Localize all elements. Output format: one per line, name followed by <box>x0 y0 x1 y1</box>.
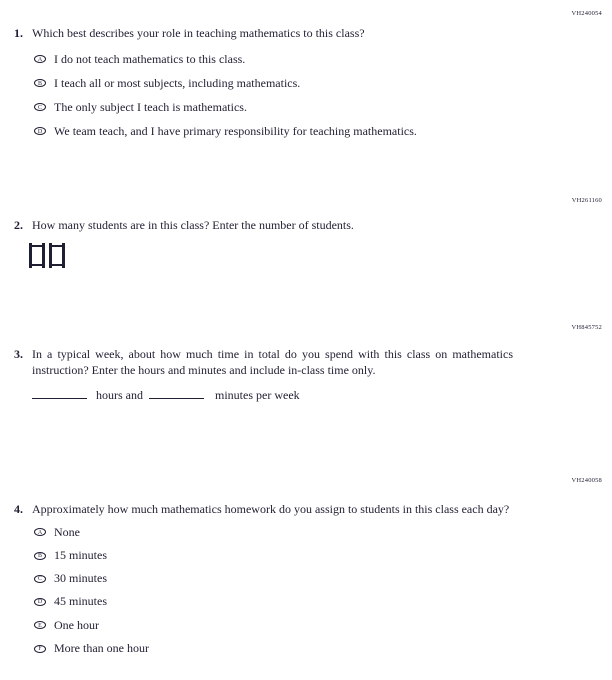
option-row[interactable] <box>34 100 600 116</box>
option-row[interactable] <box>34 124 600 140</box>
option-letter: C <box>37 104 42 111</box>
option-row[interactable] <box>34 571 600 587</box>
question-1-options <box>34 52 600 140</box>
question-text: Approximately how much mathematics homework do you assign to students in this class each day? <box>32 502 510 516</box>
option-letter: A <box>37 529 43 536</box>
option-row[interactable] <box>34 76 600 92</box>
option-letter: C <box>37 576 42 583</box>
option-letter: D <box>37 128 43 135</box>
hours-blank[interactable] <box>32 386 87 399</box>
student-count-entry <box>32 245 600 266</box>
option-label: I teach all or most subjects, including mathematics. <box>54 75 301 90</box>
question-2-head <box>14 218 600 234</box>
question-3-code: VH845752 <box>571 324 602 331</box>
digit-entry-box[interactable] <box>32 245 42 266</box>
answer-oval-icon[interactable] <box>34 645 46 653</box>
option-letter: A <box>37 56 43 63</box>
question-text: Which best describes your role in teaching mathematics to this class? <box>32 26 365 40</box>
question-4-options <box>34 525 600 657</box>
answer-oval-icon[interactable] <box>34 55 46 63</box>
option-letter: D <box>37 599 43 606</box>
digit-entry-box[interactable] <box>52 245 62 266</box>
question-3 <box>14 347 600 404</box>
answer-oval-icon[interactable] <box>34 528 46 536</box>
question-text: How many students are in this class? Enter the number of students. <box>32 218 354 232</box>
option-label: 45 minutes <box>54 594 107 609</box>
option-label: We team teach, and I have primary responsibility for teaching mathematics. <box>54 123 417 138</box>
question-number: 2. <box>14 218 23 232</box>
question-2-code: VH261160 <box>571 197 602 204</box>
question-4-code: VH240058 <box>571 477 602 484</box>
option-label: None <box>54 524 80 539</box>
option-letter: F <box>38 645 42 652</box>
option-row[interactable] <box>34 641 600 657</box>
option-label: 30 minutes <box>54 571 107 586</box>
minutes-label: minutes per week <box>215 388 300 402</box>
question-2 <box>14 218 600 266</box>
answer-oval-icon[interactable] <box>34 79 46 87</box>
option-label: 15 minutes <box>54 547 107 562</box>
question-number: 1. <box>14 26 23 40</box>
question-1 <box>14 26 600 148</box>
option-letter: E <box>38 622 42 629</box>
option-label: The only subject I teach is mathematics. <box>54 99 247 114</box>
answer-oval-icon[interactable] <box>34 598 46 606</box>
hours-label: hours and <box>96 388 143 402</box>
question-1-head <box>14 26 600 42</box>
option-row[interactable] <box>34 618 600 634</box>
answer-oval-icon[interactable] <box>34 103 46 111</box>
option-letter: B <box>37 552 42 559</box>
answer-oval-icon[interactable] <box>34 575 46 583</box>
option-row[interactable] <box>34 525 600 541</box>
option-row[interactable] <box>34 594 600 610</box>
time-fill-in <box>32 386 600 404</box>
question-text: In a typical week, about how much time in total do you spend with this class on mathematics instruction? Enter the hours and minutes and include in-class time only. <box>32 347 513 377</box>
answer-oval-icon[interactable] <box>34 621 46 629</box>
answer-oval-icon[interactable] <box>34 552 46 560</box>
question-number: 4. <box>14 502 23 516</box>
option-letter: B <box>37 80 42 87</box>
option-label: I do not teach mathematics to this class. <box>54 51 246 66</box>
answer-oval-icon[interactable] <box>34 127 46 135</box>
option-row[interactable] <box>34 52 600 68</box>
minutes-blank[interactable] <box>149 386 204 399</box>
option-label: One hour <box>54 617 99 632</box>
question-number: 3. <box>14 347 23 361</box>
question-4-head <box>14 502 600 518</box>
option-row[interactable] <box>34 548 600 564</box>
option-label: More than one hour <box>54 640 149 655</box>
question-4 <box>14 502 600 664</box>
question-1-code: VH240054 <box>571 10 602 17</box>
question-3-head <box>14 347 600 378</box>
